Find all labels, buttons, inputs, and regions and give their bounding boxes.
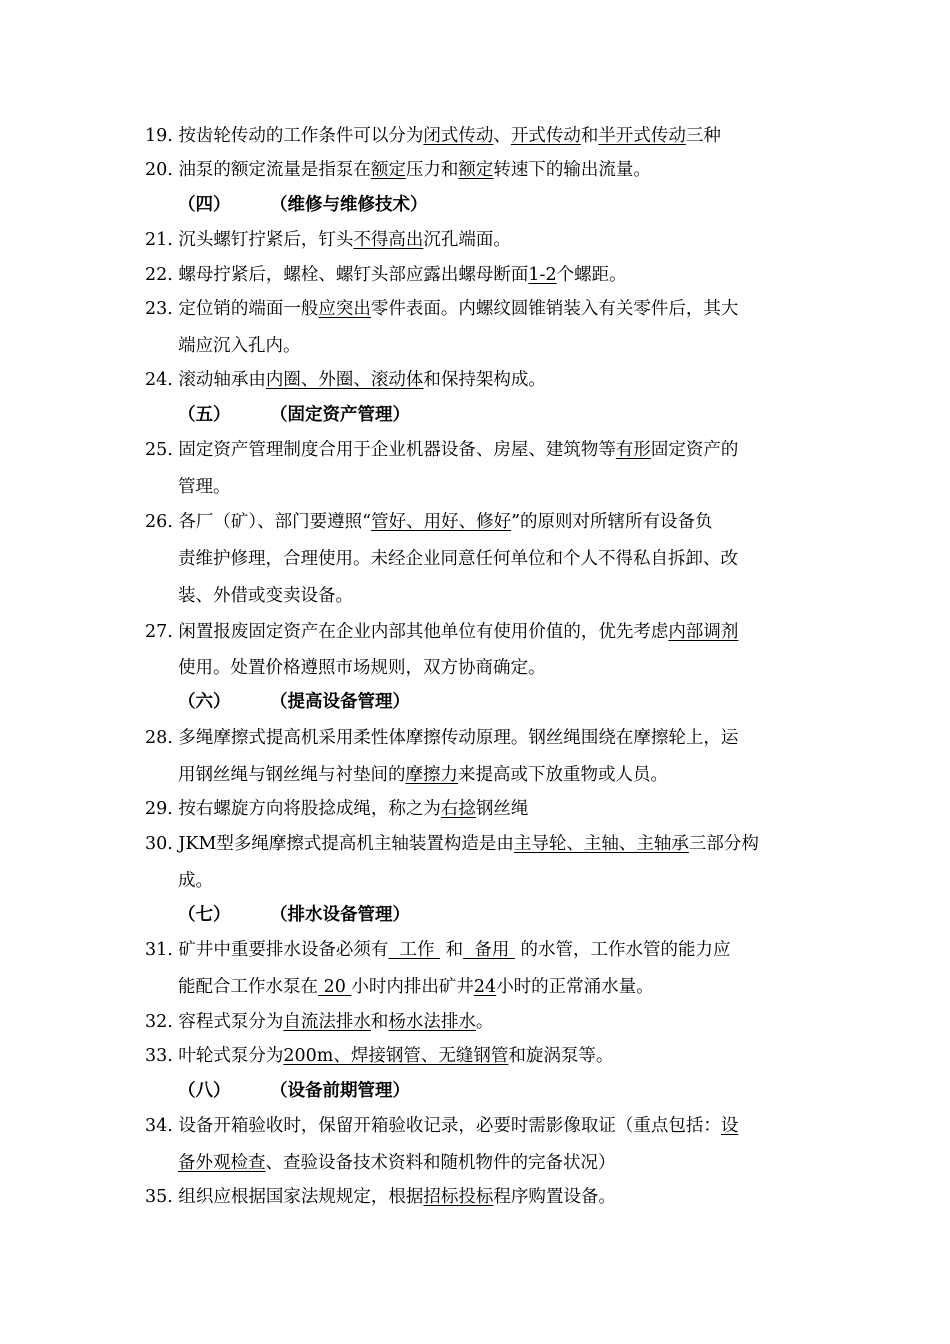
answer-blank: 200m、焊接钢管、无缝钢管 [283, 1046, 509, 1066]
item-21 [145, 228, 511, 252]
section-heading-5 [178, 403, 410, 427]
item-text: 23. 定位销的端面一般 [145, 299, 319, 319]
item-text: 29. 按右螺旋方向将股捻成绳，称之为 [145, 799, 441, 819]
item-26-continued: 装、外借或变卖设备。 [178, 586, 353, 606]
item-text: 26. 各厂（矿）、部门要遵照“ [145, 512, 372, 532]
answer-blank: 不得高出 [353, 230, 424, 250]
item-34-continued [178, 1151, 616, 1175]
section-title: （固定资产管理） [270, 405, 410, 425]
answer-blank: 闭式传动 [423, 126, 494, 146]
item-text: 33. 叶轮式泵分为 [145, 1046, 284, 1066]
item-23-continued: 端应沉入孔内。 [178, 336, 301, 356]
item-29 [145, 797, 528, 821]
item-30-continued: 成。 [178, 871, 213, 891]
item-text: 19. 按齿轮传动的工作条件可以分为 [145, 126, 424, 146]
answer-blank: 应突出 [318, 299, 371, 319]
item-text: 25. 固定资产管理制度合用于企业机器设备、房屋、建筑物等 [145, 440, 616, 460]
item-text: 三种 [685, 126, 721, 146]
item-26 [145, 510, 713, 534]
item-text: 固定资产的 [650, 440, 739, 460]
section-heading-4 [178, 193, 428, 217]
section-heading-8 [178, 1079, 410, 1103]
section-title: （提高设备管理） [270, 692, 410, 712]
answer-blank: 内部调剂 [668, 622, 739, 642]
answer-blank: 备用 [463, 940, 515, 960]
item-text: 个螺距。 [556, 265, 627, 285]
item-23 [145, 297, 738, 321]
section-number: （五） [178, 405, 231, 425]
item-22 [145, 263, 627, 287]
answer-blank: 自流法排水 [283, 1012, 371, 1032]
item-32 [145, 1010, 493, 1034]
section-heading-6 [178, 690, 410, 714]
answer-blank: 主导轮、主轴、主轴承 [513, 834, 689, 854]
item-text: 、查验设备技术资料和随机物件的完备状况） [265, 1153, 616, 1173]
section-heading-7 [178, 903, 410, 927]
item-28: 28. 多绳摩擦式提高机采用柔性体摩擦传动原理。钢丝绳围绕在摩擦轮上，运 [145, 728, 739, 748]
item-text: 22. 螺母拧紧后，螺栓、螺钉头部应露出螺母断面 [145, 265, 529, 285]
section-number: （六） [178, 692, 231, 712]
item-31 [145, 938, 730, 962]
answer-blank: 工作 [388, 940, 441, 960]
answer-blank: 摩擦力 [405, 765, 458, 785]
item-27 [145, 620, 738, 644]
item-text: 三部分构 [688, 834, 759, 854]
answer-blank: 内圈、外圈、滚动体 [265, 370, 424, 390]
item-31-continued [178, 975, 654, 999]
item-text: 的水管，工作水管的能力应 [514, 940, 731, 960]
item-text: 和旋涡泵等。 [508, 1046, 614, 1066]
section-number: （四） [178, 195, 231, 215]
item-25 [145, 438, 738, 462]
answer-blank: 右捻 [440, 799, 476, 819]
item-28-continued [178, 763, 668, 787]
item-25-continued: 管理。 [178, 477, 231, 497]
item-text: 30. JKM型多绳摩擦式提高机主轴装置构造是由 [145, 834, 514, 854]
item-text: 压力和 [405, 160, 459, 180]
item-33 [145, 1044, 613, 1068]
item-text: 和 [370, 1012, 389, 1032]
item-text: 32. 容程式泵分为 [145, 1012, 284, 1032]
item-text: 24. 滚动轴承由 [145, 370, 266, 390]
item-text: 用钢丝绳与钢丝绳与衬垫间的 [178, 765, 406, 785]
item-text: 21. 沉头螺钉拧紧后，钉头 [145, 230, 354, 250]
item-34 [145, 1114, 738, 1138]
answer-blank: 24 [473, 977, 497, 997]
item-text: 、 [493, 126, 511, 146]
section-number: （七） [178, 905, 231, 925]
item-26-continued: 责维护修理，合理使用。未经企业同意任何单位和个人不得私自拆卸、改 [178, 549, 738, 569]
item-text: 20. 油泵的额定流量是指泵在 [145, 160, 371, 180]
item-24 [145, 368, 546, 392]
item-text: ”的原则对所辖所有设备负 [511, 512, 713, 532]
section-title: （设备前期管理） [270, 1081, 410, 1101]
item-text: 。 [475, 1012, 494, 1032]
item-text: 小时的正常涌水量。 [496, 977, 654, 997]
section-number: （八） [178, 1081, 231, 1101]
answer-blank: 管好、用好、修好 [371, 512, 512, 532]
item-text: 钢丝绳 [475, 799, 529, 819]
answer-blank: 有形 [615, 440, 651, 460]
answer-blank: 半开式传动 [598, 126, 686, 146]
item-text: 和 [580, 126, 599, 146]
answer-blank: 杨水法排水 [388, 1012, 476, 1032]
item-text: 小时内排出矿井 [351, 977, 474, 997]
item-text: 能配合工作水泵在 [178, 977, 318, 997]
item-text: 和 [440, 940, 464, 960]
answer-blank: 设 [720, 1116, 739, 1136]
item-text: 来提高或下放重物或人员。 [458, 765, 668, 785]
item-19 [145, 124, 721, 148]
item-30 [145, 832, 759, 856]
item-text: 转速下的输出流量。 [493, 160, 651, 180]
answer-blank: 备外观检查 [178, 1153, 266, 1173]
answer-blank: 招标投标 [423, 1187, 494, 1207]
section-title: （维修与维修技术） [270, 195, 428, 215]
section-title: （排水设备管理） [270, 905, 410, 925]
item-text: 零件表面。内螺纹圆锥销装入有关零件后，其大 [370, 299, 739, 319]
item-text: 沉孔端面。 [423, 230, 511, 250]
answer-blank: 额定 [370, 160, 406, 180]
item-text: 和保持架构成。 [423, 370, 546, 390]
item-text: 27. 闲置报废固定资产在企业内部其他单位有使用价值的，优先考虑 [145, 622, 669, 642]
item-35 [145, 1185, 616, 1209]
item-27-continued: 使用。处置价格遵照市场规则，双方协商确定。 [178, 658, 546, 678]
item-text: 34. 设备开箱验收时，保留开箱验收记录，必要时需影像取证（重点包括： [145, 1116, 721, 1136]
answer-blank: 20 [318, 977, 352, 997]
item-20 [145, 158, 651, 182]
answer-blank: 1-2 [528, 265, 557, 285]
item-text: 31. 矿井中重要排水设备必须有 [145, 940, 389, 960]
answer-blank: 额定 [458, 160, 494, 180]
answer-blank: 开式传动 [510, 126, 581, 146]
item-text: 程序购置设备。 [493, 1187, 616, 1207]
item-text: 35. 组织应根据国家法规规定，根据 [145, 1187, 424, 1207]
